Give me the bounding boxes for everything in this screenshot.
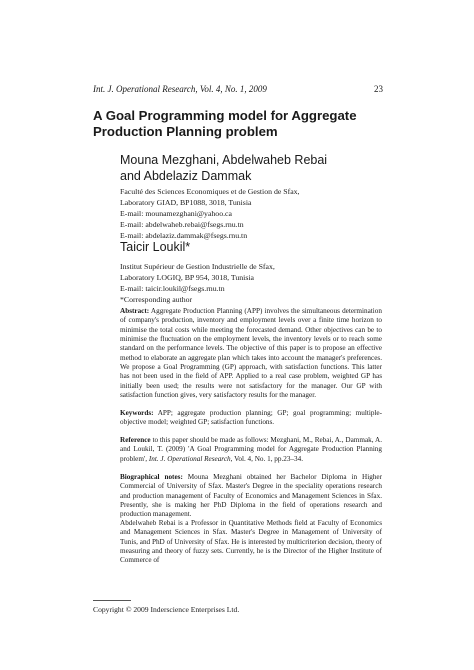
affiliation-group-2 <box>120 261 390 305</box>
copyright-notice: Copyright © 2009 Inderscience Enterprises Ltd. <box>93 605 240 614</box>
reference-volume: , Vol. 4, No. 1, pp.23–34. <box>230 454 304 463</box>
footnote-rule <box>93 600 131 601</box>
reference-journal: Int. J. Operational Research <box>148 454 231 463</box>
biographical-notes <box>120 473 382 520</box>
email-line: E-mail: taicir.loukil@fsegs.rnu.tn <box>120 284 225 293</box>
email-line: E-mail: abdelaziz.dammak@fsegs.rnu.tn <box>120 231 248 240</box>
email-line: E-mail: abdelwaheb.rebai@fsegs.rnu.tn <box>120 220 244 229</box>
keywords-text: APP; aggregate production planning; GP; goal programming; multiple-objective model; weighted GP; satisfaction functions. <box>120 409 382 427</box>
reference-text: to this paper should be made as follows: Mezghani, M., Rebai, A., Dammak, A. and Loukil, T. (2009) 'A Goal Programming model for Aggregate Production Planning problem', <box>120 436 382 463</box>
author-names-group-1 <box>120 152 390 184</box>
email-line: E-mail: mounamezghani@yahoo.ca <box>120 209 232 218</box>
bio-label: Biographical notes: <box>120 473 183 481</box>
journal-citation: Int. J. Operational Research, Vol. 4, No. 1, 2009 <box>93 84 267 94</box>
keywords <box>120 409 382 428</box>
keywords-label: Keywords: <box>120 409 154 417</box>
paper-title: A Goal Programming model for Aggregate Production Planning problem <box>93 108 357 139</box>
running-header <box>93 84 383 94</box>
affiliation-group-1 <box>120 186 390 241</box>
abstract-text: Aggregate Production Planning (APP) involves the simultaneous determination of company's production, inventory and employment levels over a finite time horizon to minimise the total costs while meeting the forecasted demand. Other objectives can be to minimise the fluctuation on the employment levels, the inventory levels or to reach some standard on the performance levels. The objective of this paper is to propose an effective method to elaborate an aggregate plan which takes into account the manager's preferences. We propose a Goal Programming (GP) approach, with satisfaction functions. This latter has not been used in the field of APP. Applied to a real case problem, weighted GP has initially been used; the results were not satisfactory for the manager. Our GP with satisfaction function gives, very satisfactory results for the manager. <box>120 307 382 400</box>
author-name-group-2: Taicir Loukil* <box>120 240 191 254</box>
affiliation-line: Faculté des Sciences Economiques et de Gestion de Sfax, <box>120 187 300 196</box>
biographical-notes-2: Abdelwaheb Rebai is a Professor in Quantitative Methods field at Faculty of Economics and Management Sciences in Sfax. Master's Degree in Management of University of Tunis, and PhD of University of Sfax. He is interested by multicriterion decision, theory of measuring and theory of fuzzy sets. Currently, he is the Director of the Higher Institute of Commerce of <box>120 519 382 565</box>
affiliation-line: Laboratory GIAD, BP1088, 3018, Tunisia <box>120 198 252 207</box>
corresponding-author-note: *Corresponding author <box>120 295 193 304</box>
abstract <box>120 307 382 400</box>
abstract-label: Abstract: <box>120 307 150 315</box>
author-names-line-2: and Abdelaziz Dammak <box>120 169 252 183</box>
bio-text: Mouna Mezghani obtained her Bachelor Diploma in Higher Commercial of University of Sfax. Master's Degree in the speciality operations research and production management of Faculty of Economics and Management Sciences in Sfax. Presently, she is making her PhD Diploma in the field of operations research and production management. <box>120 473 382 519</box>
author-names-line-1: Mouna Mezghani, Abdelwaheb Rebai <box>120 153 328 167</box>
affiliation-line: Institut Supérieur de Gestion Industrielle de Sfax, <box>120 262 275 271</box>
affiliation-line: Laboratory LOGIQ, BP 954, 3018, Tunisia <box>120 273 254 282</box>
citation-reference <box>120 436 382 464</box>
reference-label: Reference <box>120 436 151 444</box>
page-number: 23 <box>374 84 383 94</box>
